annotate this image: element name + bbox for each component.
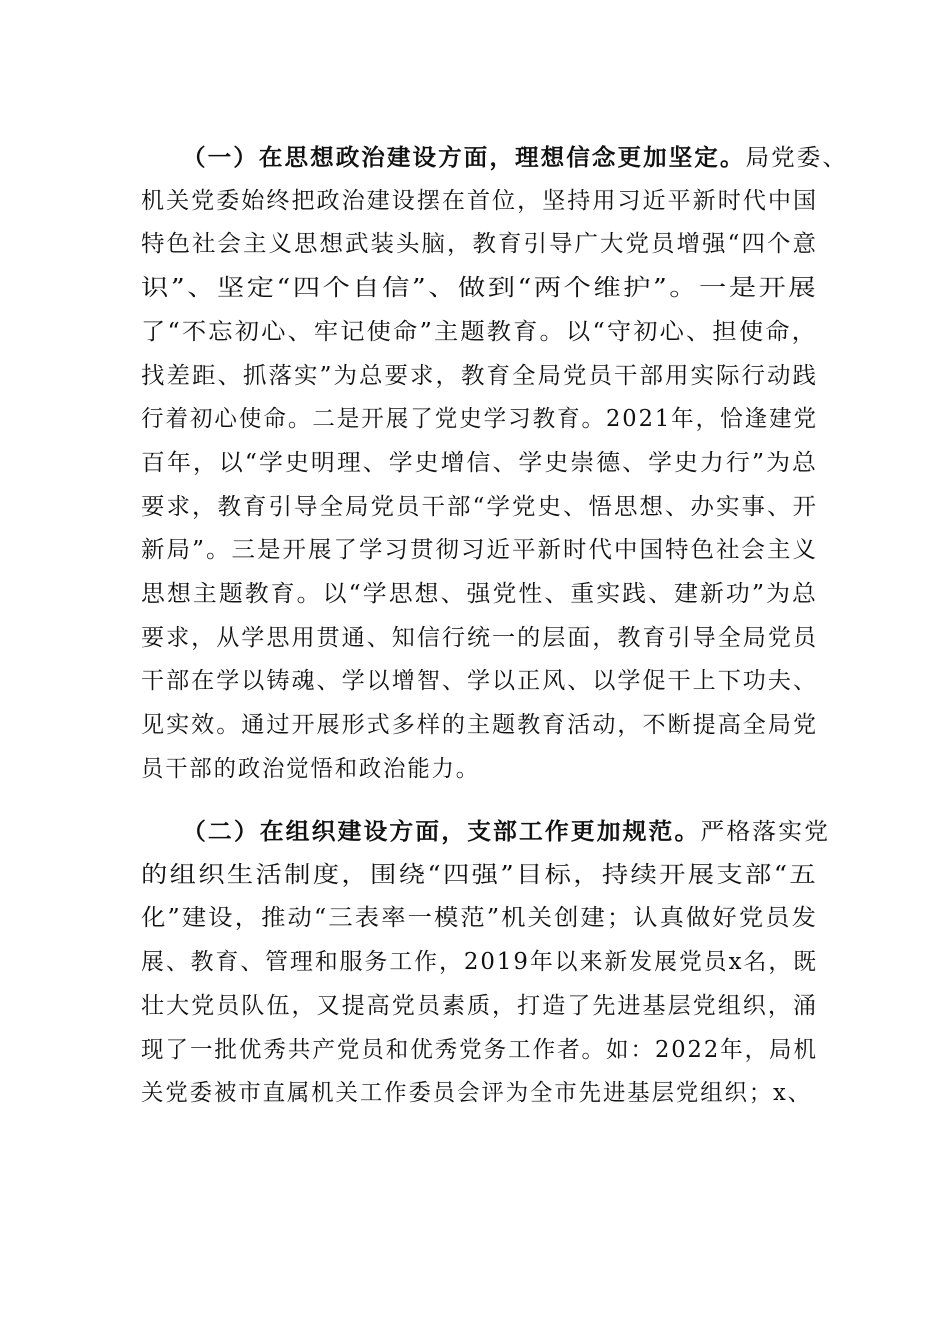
- text-line: [141, 617, 950, 661]
- line-content: [141, 442, 818, 486]
- line-content: [141, 180, 818, 224]
- line-content: [141, 573, 818, 617]
- text-line: [141, 854, 950, 898]
- line-content: [182, 810, 830, 855]
- line-content: [141, 617, 818, 661]
- body-text: 化”建设，推动“三表率一模范”机关创建；认真做好党员发: [141, 905, 819, 932]
- text-line: [141, 486, 950, 530]
- text-line: [141, 267, 950, 311]
- text-line: [182, 136, 950, 180]
- text-line: [141, 704, 950, 748]
- text-line: [141, 573, 950, 617]
- body-text: 百年，以“学史明理、学史增信、学史崇德、学史力行”为总: [141, 449, 819, 476]
- line-content: [141, 486, 818, 530]
- line-content: [141, 748, 480, 792]
- body-text: 员干部的政治觉悟和政治能力。: [141, 755, 481, 782]
- line-content: [141, 854, 818, 898]
- section-heading: （一）在思想政治建设方面，理想信念更加坚定。: [182, 144, 746, 171]
- text-line: [141, 1029, 950, 1073]
- text-line: [141, 1072, 950, 1116]
- text-line: [141, 941, 950, 985]
- body-text: 思想主题教育。以“学思想、强党性、重实践、建新功”为总: [141, 581, 819, 607]
- text-line: [141, 223, 950, 267]
- line-content: [141, 529, 818, 573]
- line-content: [141, 1072, 812, 1116]
- body-text: 找差距、抓落实”为总要求，教育全局党员干部用实际行动践: [141, 362, 818, 389]
- text-line: [141, 529, 950, 573]
- body-text: 新局”。三是开展了学习贯彻习近平新时代中国特色社会主义: [141, 537, 818, 564]
- text-line: [141, 311, 950, 355]
- body-text: 局党委、: [745, 145, 848, 171]
- body-text: 壮大党员队伍，又提高党员素质，打造了先进基层党组织，涌: [141, 992, 819, 1019]
- body-text: 机关党委始终把政治建设摆在首位，坚持用习近平新时代中国: [141, 187, 819, 214]
- body-text: 行着初心使命。二是开展了党史学习教育。2021年，恰逢建党: [141, 406, 819, 433]
- body-text: 严格落实党: [700, 819, 830, 845]
- text-line: [141, 897, 950, 941]
- line-content: [141, 941, 818, 985]
- text-line: [141, 985, 950, 1029]
- body-text: 识”、坚定“四个自信”、做到“两个维护”。一是开展: [141, 275, 818, 302]
- line-content: [141, 660, 818, 704]
- text-line: [182, 810, 950, 854]
- body-text: 现了一批优秀共产党员和优秀党务工作者。如：2022年，局机: [141, 1036, 819, 1063]
- line-content: [141, 267, 818, 311]
- text-line: [141, 748, 950, 792]
- text-line: [141, 442, 950, 486]
- body-text: 见实效。通过开展形式多样的主题教育活动，不断提高全局党: [141, 712, 819, 739]
- text-line: [141, 180, 950, 224]
- line-content: [141, 355, 818, 399]
- text-line: [141, 398, 950, 442]
- line-content: [182, 136, 848, 181]
- body-text: 展、教育、管理和服务工作，2019年以来新发展党员x名，既: [141, 949, 819, 976]
- body-text: 要求，教育引导全局党员干部“学党史、悟思想、办实事、开: [141, 493, 818, 520]
- body-text: 特色社会主义思想武装头脑，教育引导广大党员增强“四个意: [141, 231, 818, 258]
- line-content: [141, 1029, 818, 1073]
- body-text: 了“不忘初心、牢记使命”主题教育。以“守初心、担使命，: [141, 318, 819, 345]
- line-content: [141, 985, 818, 1029]
- line-content: [141, 311, 818, 355]
- body-text: 的组织生活制度，围绕“四强”目标，持续开展支部“五: [141, 861, 819, 888]
- line-content: [141, 897, 818, 941]
- section-heading: （二）在组织建设方面，支部工作更加规范。: [182, 818, 701, 845]
- body-text: 关党委被市直属机关工作委员会评为全市先进基层党组织；x、: [141, 1080, 813, 1107]
- text-line: [141, 660, 950, 704]
- line-content: [141, 398, 818, 442]
- body-text: 干部在学以铸魂、学以增智、学以正风、以学促干上下功夫、: [141, 668, 819, 695]
- line-content: [141, 704, 818, 748]
- line-content: [141, 223, 818, 267]
- text-line: [141, 355, 950, 399]
- body-text: 要求，从学思用贯通、知信行统一的层面，教育引导全局党员: [141, 624, 819, 651]
